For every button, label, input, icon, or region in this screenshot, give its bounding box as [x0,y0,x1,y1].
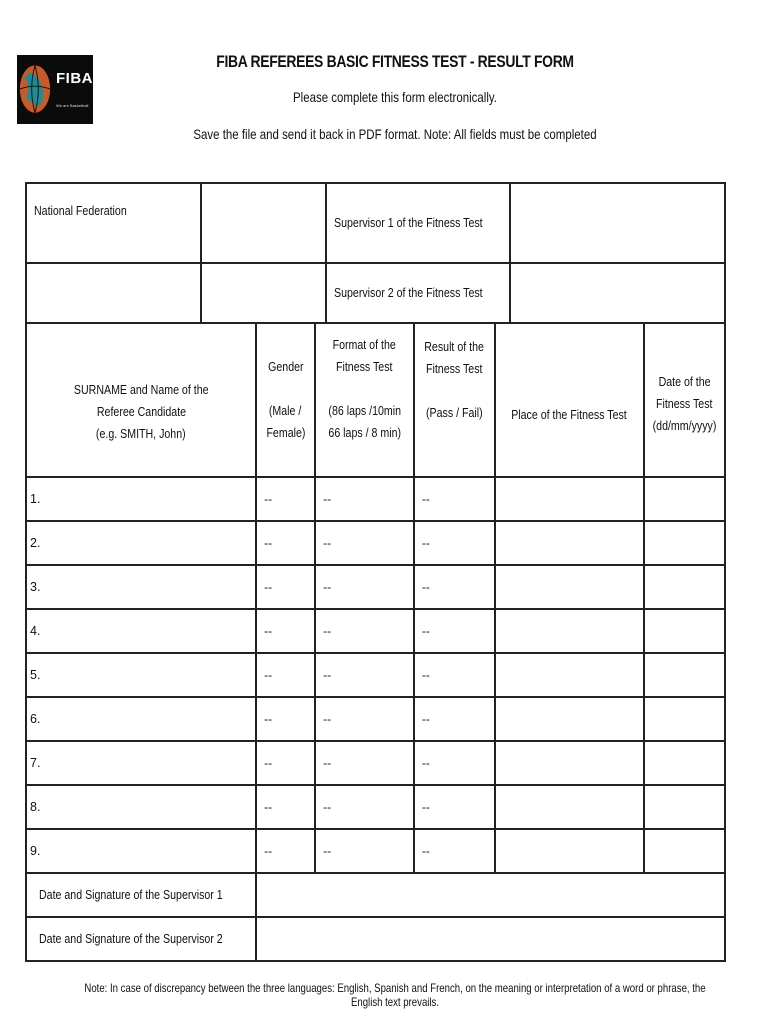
basketball-globe-icon [17,55,53,124]
date-cell[interactable] [644,521,725,565]
table-row [26,565,725,609]
row-number[interactable]: 9. [26,829,256,873]
supervisor2-label: Supervisor 2 of the Fitness Test [326,263,510,323]
place-cell[interactable] [495,829,645,873]
row-number[interactable]: 5. [26,653,256,697]
signature-row-1 [26,873,725,917]
format-cell[interactable]: -- [315,565,414,609]
row-number[interactable]: 3. [26,565,256,609]
supervisor2-field[interactable] [510,263,725,323]
logo-tagline: We are Basketball [56,103,89,108]
gender-cell[interactable]: -- [256,785,315,829]
row-number[interactable]: 2. [26,521,256,565]
row-number[interactable]: 4. [26,609,256,653]
signature2-field[interactable] [256,917,725,961]
gender-cell[interactable]: -- [256,829,315,873]
format-cell[interactable]: -- [315,741,414,785]
format-cell[interactable]: -- [315,785,414,829]
format-cell[interactable]: -- [315,477,414,521]
gender-cell[interactable]: -- [256,609,315,653]
table-row [26,653,725,697]
result-cell[interactable]: -- [414,741,495,785]
result-cell[interactable]: -- [414,829,495,873]
result-cell[interactable]: -- [414,477,495,521]
header-gender: Gender (Male / Female) [256,323,315,477]
place-cell[interactable] [495,741,645,785]
results-header-row [26,323,725,477]
result-cell[interactable]: -- [414,697,495,741]
national-federation-label: National Federation [26,183,201,263]
supervisor1-label: Supervisor 1 of the Fitness Test [326,183,510,263]
table-row [26,477,725,521]
format-cell[interactable]: -- [315,697,414,741]
format-cell[interactable]: -- [315,521,414,565]
date-cell[interactable] [644,829,725,873]
gender-cell[interactable]: -- [256,565,315,609]
place-cell[interactable] [495,609,645,653]
instruction-line-2: Save the file and send it back in PDF format. Note: All fields must be completed [193,126,597,142]
results-table [25,322,726,962]
table-row [26,521,725,565]
national-federation-extra-field-2[interactable] [201,263,326,323]
place-cell[interactable] [495,521,645,565]
header-date: Date of the Fitness Test (dd/mm/yyyy) [644,323,725,477]
signature-row-2 [26,917,725,961]
result-cell[interactable]: -- [414,653,495,697]
row-number[interactable]: 6. [26,697,256,741]
result-cell[interactable]: -- [414,521,495,565]
row-number[interactable]: 8. [26,785,256,829]
result-cell[interactable]: -- [414,565,495,609]
place-cell[interactable] [495,477,645,521]
row-number[interactable]: 1. [26,477,256,521]
table-row [26,609,725,653]
signature1-label: Date and Signature of the Supervisor 1 [26,873,256,917]
national-federation-extra-field[interactable] [26,263,201,323]
date-cell[interactable] [644,653,725,697]
format-cell[interactable]: -- [315,609,414,653]
gender-cell[interactable]: -- [256,521,315,565]
date-cell[interactable] [644,785,725,829]
header-place: Place of the Fitness Test [495,323,645,477]
table-row [26,785,725,829]
date-cell[interactable] [644,741,725,785]
gender-cell[interactable]: -- [256,697,315,741]
date-cell[interactable] [644,609,725,653]
gender-cell[interactable]: -- [256,477,315,521]
footer-note: Note: In case of discrepancy between the three languages: English, Spanish and French, on the meaning or interpretation of a word or phrase, the English text prevails. [84,981,706,1009]
federation-table [25,182,726,324]
table-row [26,697,725,741]
national-federation-field[interactable] [201,183,326,263]
logo-wordmark: FIBA [56,70,93,87]
result-cell[interactable]: -- [414,785,495,829]
header-result: Result of the Fitness Test (Pass / Fail) [414,323,495,477]
date-cell[interactable] [644,477,725,521]
format-cell[interactable]: -- [315,829,414,873]
form-title: FIBA REFEREES BASIC FITNESS TEST - RESULT FORM [216,52,574,71]
result-cell[interactable]: -- [414,609,495,653]
place-cell[interactable] [495,653,645,697]
signature2-label: Date and Signature of the Supervisor 2 [26,917,256,961]
place-cell[interactable] [495,785,645,829]
table-row [26,741,725,785]
table-row [26,829,725,873]
place-cell[interactable] [495,565,645,609]
signature1-field[interactable] [256,873,725,917]
gender-cell[interactable]: -- [256,741,315,785]
place-cell[interactable] [495,697,645,741]
instruction-line-1: Please complete this form electronically. [293,89,497,105]
row-number[interactable]: 7. [26,741,256,785]
header-name: SURNAME and Name of the Referee Candidate (e.g. SMITH, John) [26,323,256,477]
date-cell[interactable] [644,697,725,741]
header-format: Format of the Fitness Test (86 laps /10min 66 laps / 8 min) [315,323,414,477]
supervisor1-field[interactable] [510,183,725,263]
date-cell[interactable] [644,565,725,609]
gender-cell[interactable]: -- [256,653,315,697]
format-cell[interactable]: -- [315,653,414,697]
